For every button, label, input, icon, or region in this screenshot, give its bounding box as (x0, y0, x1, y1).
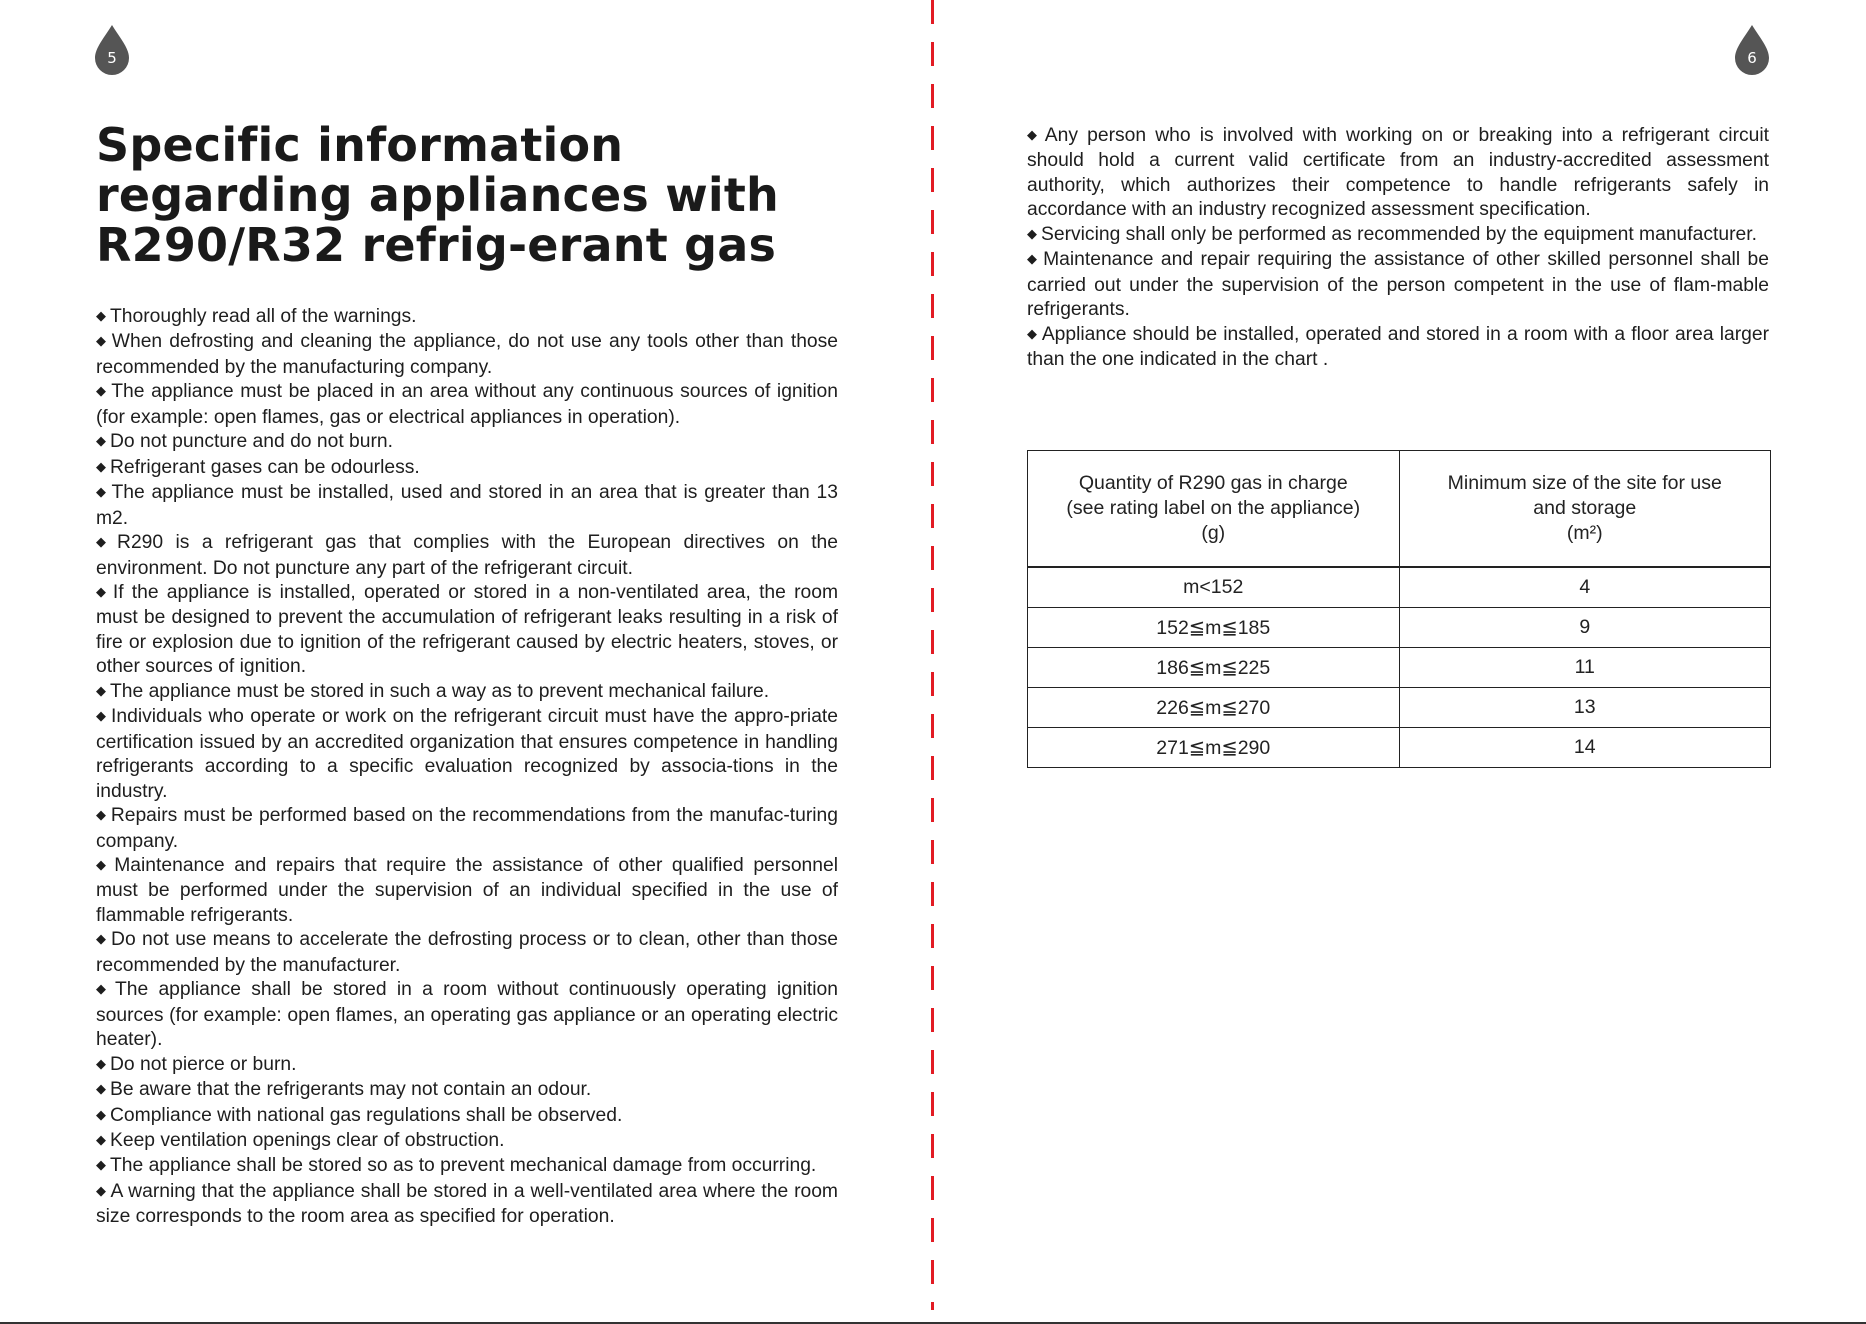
cell-quantity: 271≦m≦290 (1028, 728, 1400, 768)
list-item: ◆ Be aware that the refrigerants may not contain an odour. (96, 1078, 838, 1103)
page-number-badge (1734, 24, 1770, 76)
list-item: ◆ The appliance must be placed in an area without any continuous sources of ignition (for example: open flames, gas or electrical appliances in operation). (96, 380, 838, 430)
table-row (1028, 648, 1771, 688)
page-title: Specific information regarding appliances with R290/R32 refrig-erant gas (96, 118, 780, 272)
page-number-badge (94, 24, 130, 76)
list-item: ◆ The appliance shall be stored so as to prevent mechanical damage from occurring. (96, 1154, 838, 1179)
page-number: 5 (107, 49, 117, 67)
warning-list (96, 305, 838, 1230)
list-item: ◆ A warning that the appliance shall be stored in a well-ventilated area where the room size corresponds to the room area as specified for operation. (96, 1180, 838, 1230)
cell-quantity: m<152 (1028, 567, 1400, 608)
left-page (0, 0, 930, 1324)
table-row (1028, 728, 1771, 768)
list-item: ◆ R290 is a refrigerant gas that complies with the European directives on the environment. Do not puncture any part of the refrigerant circuit. (96, 531, 838, 581)
list-item: ◆ Thoroughly read all of the warnings. (96, 305, 838, 330)
header-quantity: Quantity of R290 gas in charge (see rating label on the appliance) (g) (1028, 451, 1400, 568)
page-divider (931, 0, 934, 1310)
list-item: ◆ Appliance should be installed, operated and stored in a room with a floor area larger than the one indicated in the chart . (1027, 323, 1769, 373)
cell-quantity: 152≦m≦185 (1028, 608, 1400, 648)
cell-min-size: 9 (1399, 608, 1771, 648)
list-item: ◆ Maintenance and repair requiring the assistance of other skilled personnel shall be carried out under the supervision of the person competent in the use of flam-mable refrigerants. (1027, 248, 1769, 322)
requirements-list (1027, 124, 1769, 373)
table-row (1028, 608, 1771, 648)
list-item: ◆ Individuals who operate or work on the refrigerant circuit must have the appro-priate certification issued by an accredited organization that ensures competence in handling refrigerants according to a specific evaluation recognized by associa-tions in the industry. (96, 705, 838, 804)
list-item: ◆ Repairs must be performed based on the recommendations from the manufac-turing company. (96, 804, 838, 854)
list-item: ◆ Maintenance and repairs that require the assistance of other qualified personnel must be performed under the supervision of an individual specified in the use of flammable refrigerants. (96, 854, 838, 928)
list-item: ◆ Compliance with national gas regulations shall be observed. (96, 1104, 838, 1129)
table-header-row (1028, 451, 1771, 568)
list-item: ◆ The appliance shall be stored in a room without continuously operating ignition sources (for example: open flames, an operating gas appliance or an operating electric heater). (96, 978, 838, 1052)
right-page (936, 0, 1866, 1324)
list-item: ◆ When defrosting and cleaning the appliance, do not use any tools other than those recommended by the manufacturing company. (96, 330, 838, 380)
list-item: ◆ Keep ventilation openings clear of obstruction. (96, 1129, 838, 1154)
header-min-size: Minimum size of the site for use and storage (m²) (1399, 451, 1771, 568)
list-item: ◆ If the appliance is installed, operated or stored in a non-ventilated area, the room must be designed to prevent the accumulation of refrigerant leaks resulting in a risk of fire or explosion due to ignition of the refrigerant caused by electric heaters, stoves, or other sources of ignition. (96, 581, 838, 680)
table-row (1028, 567, 1771, 608)
table-row (1028, 688, 1771, 728)
list-item: ◆ The appliance must be stored in such a way as to prevent mechanical failure. (96, 680, 838, 705)
list-item: ◆ Do not use means to accelerate the defrosting process or to clean, other than those recommended by the manufacturer. (96, 928, 838, 978)
cell-quantity: 226≦m≦270 (1028, 688, 1400, 728)
list-item: ◆ The appliance must be installed, used and stored in an area that is greater than 13 m2. (96, 481, 838, 531)
room-size-table (1027, 450, 1771, 768)
cell-min-size: 13 (1399, 688, 1771, 728)
cell-quantity: 186≦m≦225 (1028, 648, 1400, 688)
list-item: ◆ Any person who is involved with working on or breaking into a refrigerant circuit should hold a current valid certificate from an industry-accredited assessment authority, which authorizes their competence to handle refrigerants safely in accordance with an industry recognized assessment specification. (1027, 124, 1769, 223)
cell-min-size: 4 (1399, 567, 1771, 608)
list-item: ◆ Refrigerant gases can be odourless. (96, 456, 838, 481)
list-item: ◆ Do not puncture and do not burn. (96, 430, 838, 455)
page-number: 6 (1747, 49, 1757, 67)
list-item: ◆ Do not pierce or burn. (96, 1053, 838, 1078)
cell-min-size: 11 (1399, 648, 1771, 688)
list-item: ◆ Servicing shall only be performed as recommended by the equipment manufacturer. (1027, 223, 1769, 248)
cell-min-size: 14 (1399, 728, 1771, 768)
